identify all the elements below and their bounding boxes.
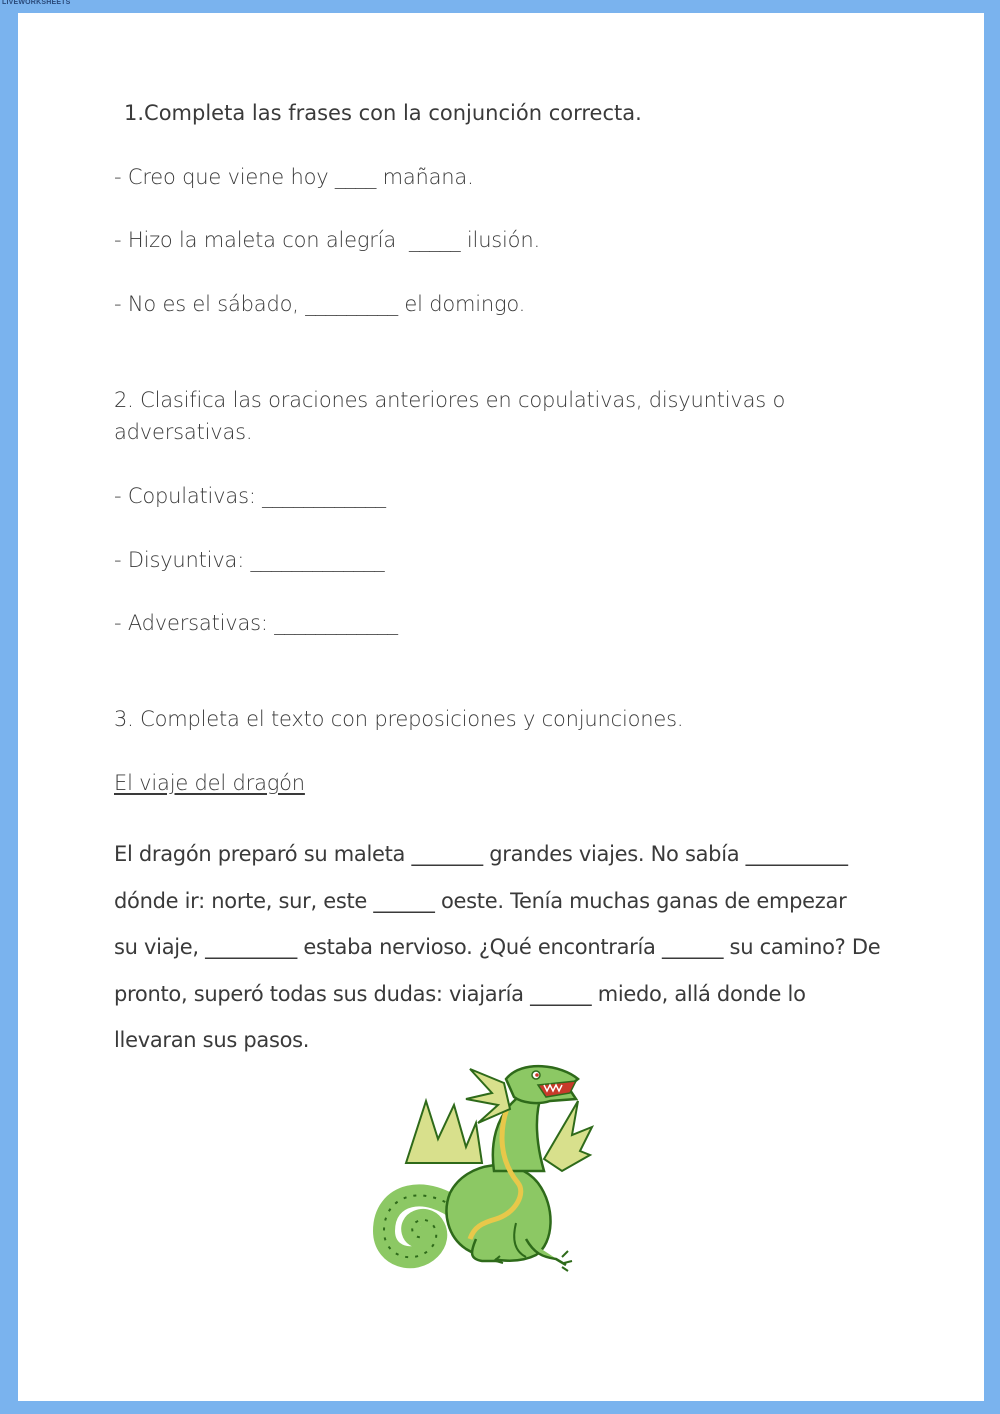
exercise2-instruction-line2: adversativas. (114, 420, 253, 444)
story-line-4[interactable]: pronto, superó todas sus dudas: viajaría ______ miedo, allá donde lo (114, 982, 806, 1006)
exercise2-instruction-line1: 2. Clasifica las oraciones anteriores en copulativas, disyuntivas o (114, 388, 786, 412)
dragon-icon (366, 1043, 596, 1273)
worksheet-page (18, 13, 984, 1401)
story-line-5: llevaran sus pasos. (114, 1028, 310, 1052)
exercise1-sentence-3[interactable]: - No es el sábado, _________ el domingo. (114, 292, 526, 316)
exercise2-item-adversativas[interactable]: - Adversativas: ____________ (114, 611, 398, 635)
exercise2-item-copulativas[interactable]: - Copulativas: ____________ (114, 484, 386, 508)
exercise3-instruction: 3. Completa el texto con preposiciones y conjunciones. (114, 707, 684, 731)
exercise1-sentence-2[interactable]: - Hizo la maleta con alegría _____ ilusión. (114, 228, 540, 252)
exercise2-item-disyuntiva[interactable]: - Disyuntiva: _____________ (114, 548, 385, 572)
story-line-1[interactable]: El dragón preparó su maleta _______ grandes viajes. No sabía __________ (114, 842, 848, 866)
exercise1-instruction: Completa las frases con la conjunción correcta. (144, 101, 642, 125)
watermark: LIVEWORKSHEETS (2, 0, 71, 6)
story-title: El viaje del dragón (114, 771, 305, 795)
exercise1-sentence-1[interactable]: - Creo que viene hoy ____ mañana. (114, 165, 474, 189)
exercise1-heading (124, 97, 642, 129)
exercise1-number: 1. (124, 101, 145, 125)
story-line-3[interactable]: su viaje, _________ estaba nervioso. ¿Qué encontraría ______ su camino? De (114, 935, 881, 959)
story-line-2[interactable]: dónde ir: norte, sur, este ______ oeste. Tenía muchas ganas de empezar (114, 889, 847, 913)
